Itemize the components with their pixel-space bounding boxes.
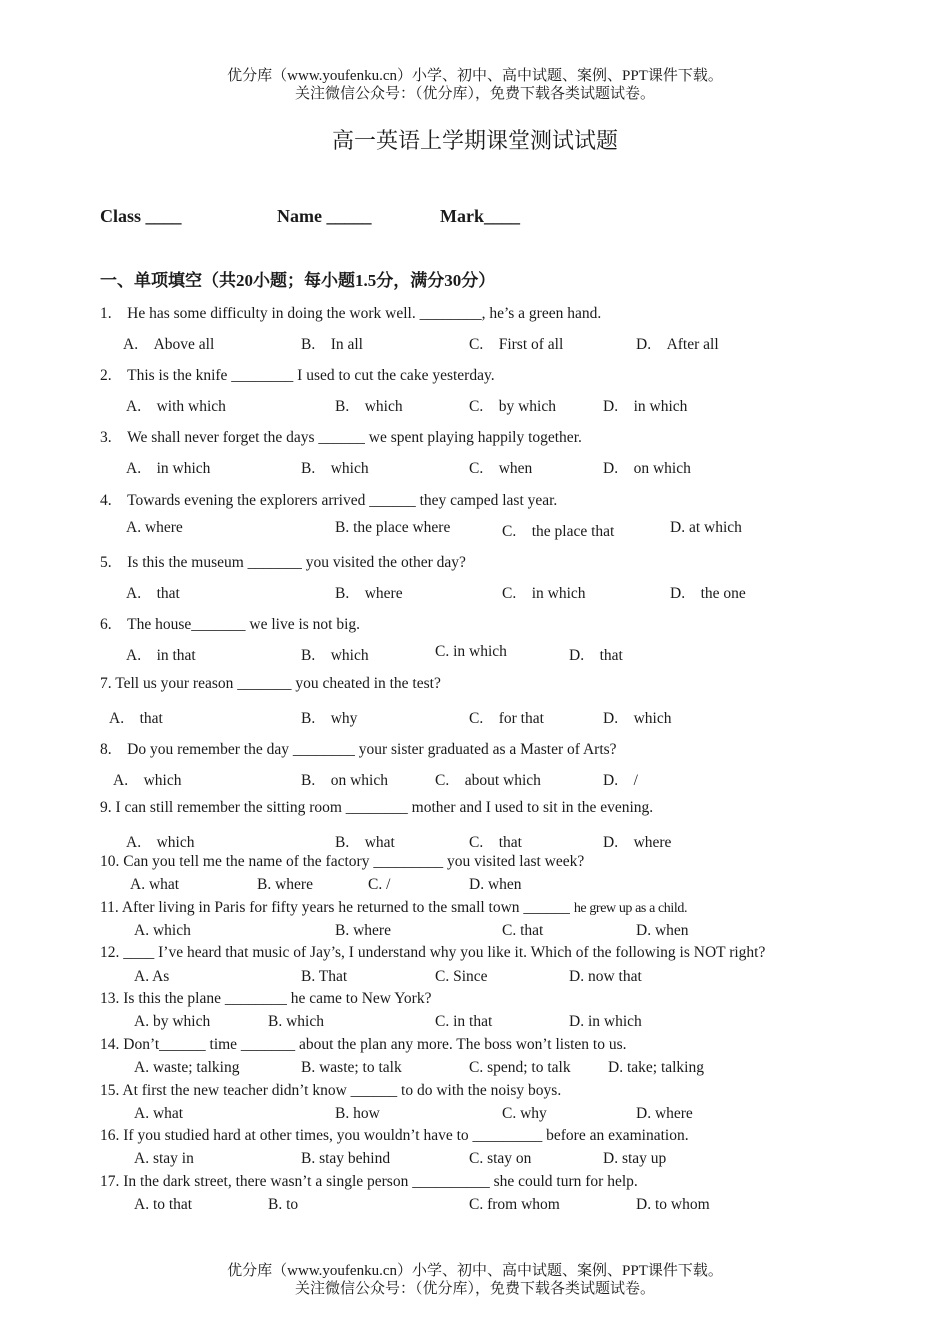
question-8: 8. Do you remember the day ________ your sister graduated as a Master of Arts?	[100, 741, 617, 758]
q8-option-a: A. which	[113, 772, 182, 789]
question-11-tail: he grew up as a child.	[573, 901, 688, 916]
q12-option-d: D. now that	[569, 968, 642, 985]
q11-option-c: C. that	[502, 922, 544, 939]
class-field: Class ____	[100, 206, 182, 226]
q10-option-a: A. what	[130, 876, 180, 893]
q7-option-c: C. for that	[469, 710, 544, 727]
q12-option-a: A. As	[134, 968, 170, 985]
q6-option-b: B. which	[301, 647, 369, 664]
q10-option-d: D. when	[469, 876, 522, 893]
q2-option-a: A. with which	[126, 398, 226, 415]
question-6: 6. The house_______ we live is not big.	[100, 616, 361, 633]
q8-option-b: B. on which	[301, 772, 388, 789]
question-12: 12. ____ I’ve heard that music of Jay’s, I understand why you like it. Which of the following is NOT right?	[100, 944, 766, 961]
q14-option-b: B. waste; to talk	[301, 1059, 402, 1076]
q4-option-a: A. where	[126, 519, 183, 536]
q16-option-a: A. stay in	[134, 1150, 194, 1167]
question-7: 7. Tell us your reason _______ you cheated in the test?	[100, 675, 441, 692]
q10-option-b: B. where	[257, 876, 313, 893]
q4-option-b: B. the place where	[335, 519, 451, 536]
footer-line-2: 关注微信公众号：（优分库），免费下载各类试题试卷。	[294, 1281, 655, 1297]
question-5: 5. Is this the museum _______ you visited the other day?	[100, 554, 466, 571]
mark-field: Mark____	[440, 206, 520, 226]
q2-option-d: D. in which	[603, 398, 688, 415]
q5-option-b: B. where	[335, 585, 403, 602]
q4-option-c: C. the place that	[502, 523, 615, 540]
footer-line-1: 优分库（www.youfenku.cn）小学、初中、高中试题、案例、PPT课件下载。	[227, 1263, 723, 1279]
q8-option-d: D. /	[603, 772, 638, 789]
header-line-2: 关注微信公众号：（优分库），免费下载各类试题试卷。	[294, 86, 655, 102]
q1-option-c: C. First of all	[469, 336, 564, 353]
header-line-1: 优分库（www.youfenku.cn）小学、初中、高中试题、案例、PPT课件下载。	[227, 68, 723, 84]
page-title: 高一英语上学期课堂测试试题	[331, 128, 618, 153]
question-11-text: 11. After living in Paris for fifty years he returned to the small town ______	[100, 899, 574, 916]
q6-option-a: A. in that	[126, 647, 196, 664]
q3-option-b: B. which	[301, 460, 369, 477]
q14-option-d: D. take; talking	[608, 1059, 704, 1076]
q5-option-a: A. that	[126, 585, 180, 602]
q17-option-a: A. to that	[134, 1196, 193, 1213]
question-15: 15. At first the new teacher didn’t know ______ to do with the noisy boys.	[100, 1082, 562, 1099]
q5-option-c: C. in which	[502, 585, 586, 602]
q16-option-b: B. stay behind	[301, 1150, 391, 1167]
q17-option-d: D. to whom	[636, 1196, 710, 1213]
q13-option-a: A. by which	[134, 1013, 211, 1030]
q16-option-c: C. stay on	[469, 1150, 532, 1167]
q1-option-d: D. After all	[636, 336, 719, 353]
question-3: 3. We shall never forget the days ______ we spent playing happily together.	[100, 429, 582, 446]
section-heading: 一、单项填空（共20小题；每小题1.5分，满分30分）	[100, 271, 496, 290]
q13-option-d: D. in which	[569, 1013, 642, 1030]
q3-option-c: C. when	[469, 460, 533, 477]
q2-option-c: C. by which	[469, 398, 556, 415]
q15-option-c: C. why	[502, 1105, 547, 1122]
q2-option-b: B. which	[335, 398, 403, 415]
q7-option-b: B. why	[301, 710, 358, 727]
q11-option-b: B. where	[335, 922, 391, 939]
q13-option-b: B. which	[268, 1013, 324, 1030]
q15-option-b: B. how	[335, 1105, 380, 1122]
q4-option-d: D. at which	[670, 519, 742, 536]
q3-option-a: A. in which	[126, 460, 211, 477]
question-16: 16. If you studied hard at other times, you wouldn’t have to _________ before an examination.	[100, 1127, 689, 1144]
q9-option-b: B. what	[335, 834, 395, 851]
q1-option-b: B. In all	[301, 336, 363, 353]
q14-option-a: A. waste; talking	[134, 1059, 240, 1076]
q6-option-c: C. in which	[435, 643, 507, 660]
q12-option-b: B. That	[301, 968, 348, 985]
q16-option-d: D. stay up	[603, 1150, 667, 1167]
q1-option-a: A. Above all	[123, 336, 215, 353]
q9-option-a: A. which	[126, 834, 195, 851]
q10-option-c: C. /	[368, 876, 391, 893]
question-14: 14. Don’t______ time _______ about the plan any more. The boss won’t listen to us.	[100, 1036, 627, 1053]
question-1: 1. He has some difficulty in doing the work well. ________, he’s a green hand.	[100, 305, 602, 322]
q11-option-d: D. when	[636, 922, 689, 939]
q7-option-d: D. which	[603, 710, 672, 727]
question-17: 17. In the dark street, there wasn’t a single person __________ she could turn for help.	[100, 1173, 638, 1190]
question-2: 2. This is the knife ________ I used to cut the cake yesterday.	[100, 367, 495, 384]
q9-option-d: D. where	[603, 834, 672, 851]
q9-option-c: C. that	[469, 834, 522, 851]
q12-option-c: C. Since	[435, 968, 488, 985]
q5-option-d: D. the one	[670, 585, 746, 602]
q17-option-b: B. to	[268, 1196, 299, 1213]
q15-option-a: A. what	[134, 1105, 184, 1122]
q14-option-c: C. spend; to talk	[469, 1059, 571, 1076]
question-13: 13. Is this the plane ________ he came to New York?	[100, 990, 432, 1007]
name-field: Name _____	[277, 206, 372, 226]
q8-option-c: C. about which	[435, 772, 541, 789]
q3-option-d: D. on which	[603, 460, 691, 477]
question-10: 10. Can you tell me the name of the factory _________ you visited last week?	[100, 853, 585, 870]
q6-option-d: D. that	[569, 647, 623, 664]
q13-option-c: C. in that	[435, 1013, 493, 1030]
q17-option-c: C. from whom	[469, 1196, 560, 1213]
q11-option-a: A. which	[134, 922, 191, 939]
question-4: 4. Towards evening the explorers arrived ______ they camped last year.	[100, 492, 558, 509]
question-11	[100, 899, 687, 917]
question-9: 9. I can still remember the sitting room ________ mother and I used to sit in the evening.	[100, 799, 654, 816]
q15-option-d: D. where	[636, 1105, 693, 1122]
q7-option-a: A. that	[109, 710, 163, 727]
